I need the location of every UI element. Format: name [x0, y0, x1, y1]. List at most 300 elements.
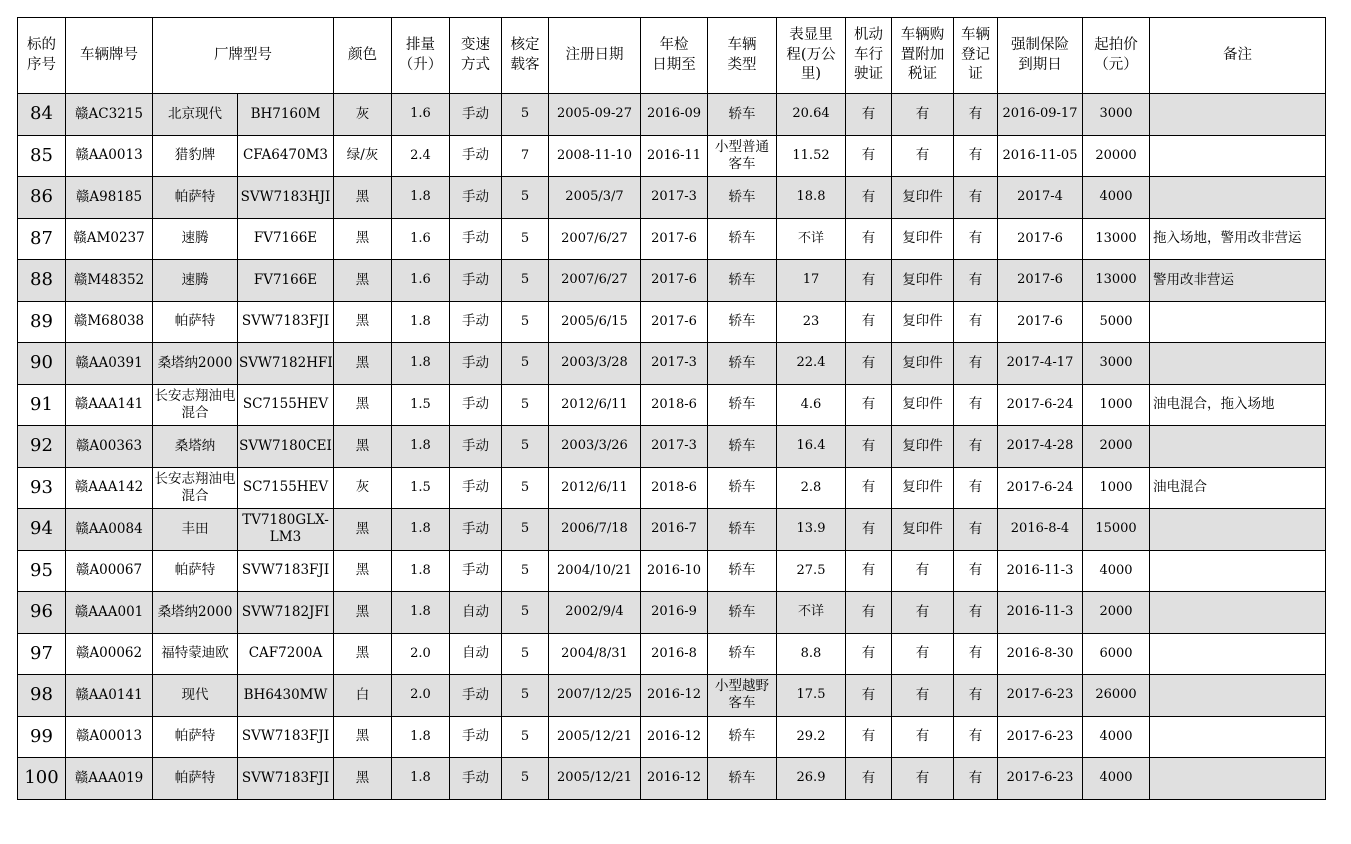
cell-seats: 5: [502, 509, 549, 551]
cell-inspection: 2016-7: [641, 509, 708, 551]
cell-transmission: 手动: [450, 550, 502, 592]
cell-note: [1150, 177, 1326, 219]
header-plate: 车辆牌号: [66, 18, 153, 94]
cell-transmission: 手动: [450, 426, 502, 468]
cell-note: [1150, 301, 1326, 343]
cell-license: 有: [846, 509, 892, 551]
cell-mileage: 27.5: [777, 550, 846, 592]
cell-transmission: 手动: [450, 343, 502, 385]
cell-vehicle-type: 轿车: [708, 343, 777, 385]
cell-model: TV7180GLX-LM3: [238, 509, 334, 551]
cell-plate: 赣A00013: [66, 716, 153, 758]
cell-transmission: 手动: [450, 260, 502, 302]
cell-reg-date: 2007/12/25: [549, 675, 641, 717]
cell-seats: 5: [502, 716, 549, 758]
cell-plate: 赣AAA019: [66, 758, 153, 800]
cell-displacement: 1.8: [392, 177, 450, 219]
cell-mileage: 2.8: [777, 467, 846, 509]
cell-displacement: 1.8: [392, 550, 450, 592]
cell-brand: 帕萨特: [153, 758, 238, 800]
cell-displacement: 1.8: [392, 426, 450, 468]
cell-inspection: 2016-9: [641, 592, 708, 634]
cell-brand: 帕萨特: [153, 716, 238, 758]
table-row: [18, 675, 1326, 717]
header-reg-date: 注册日期: [549, 18, 641, 94]
cell-color: 黑: [334, 592, 392, 634]
cell-license: 有: [846, 343, 892, 385]
cell-seq: 91: [18, 384, 66, 426]
cell-purchase-tax: 复印件: [892, 467, 954, 509]
header-seq: 标的 序号: [18, 18, 66, 94]
cell-brand: 帕萨特: [153, 550, 238, 592]
cell-seq: 97: [18, 633, 66, 675]
cell-seq: 99: [18, 716, 66, 758]
cell-seats: 5: [502, 550, 549, 592]
cell-seq: 86: [18, 177, 66, 219]
cell-start-price: 4000: [1083, 177, 1150, 219]
cell-license: 有: [846, 758, 892, 800]
cell-purchase-tax: 有: [892, 135, 954, 177]
cell-mileage: 17.5: [777, 675, 846, 717]
cell-insurance: 2017-6-24: [998, 467, 1083, 509]
cell-seq: 96: [18, 592, 66, 634]
cell-transmission: 手动: [450, 384, 502, 426]
cell-color: 灰: [334, 467, 392, 509]
cell-plate: 赣AAA142: [66, 467, 153, 509]
cell-insurance: 2016-11-05: [998, 135, 1083, 177]
cell-mileage: 18.8: [777, 177, 846, 219]
cell-seq: 98: [18, 675, 66, 717]
cell-mileage: 23: [777, 301, 846, 343]
cell-note: [1150, 716, 1326, 758]
cell-inspection: 2017-6: [641, 218, 708, 260]
cell-brand: 桑塔纳2000: [153, 592, 238, 634]
table-row: [18, 135, 1326, 177]
cell-license: 有: [846, 384, 892, 426]
table-row: [18, 301, 1326, 343]
cell-mileage: 17: [777, 260, 846, 302]
cell-note: [1150, 94, 1326, 136]
cell-seats: 5: [502, 758, 549, 800]
cell-plate: 赣AAA141: [66, 384, 153, 426]
cell-color: 绿/灰: [334, 135, 392, 177]
cell-mileage: 4.6: [777, 384, 846, 426]
cell-inspection: 2017-6: [641, 260, 708, 302]
cell-purchase-tax: 复印件: [892, 343, 954, 385]
cell-inspection: 2017-6: [641, 301, 708, 343]
cell-reg-date: 2007/6/27: [549, 260, 641, 302]
cell-transmission: 手动: [450, 509, 502, 551]
cell-seats: 5: [502, 467, 549, 509]
cell-reg-date: 2012/6/11: [549, 467, 641, 509]
header-license: 机动 车行 驶证: [846, 18, 892, 94]
cell-model: SVW7183HJI: [238, 177, 334, 219]
cell-reg-date: 2002/9/4: [549, 592, 641, 634]
cell-seats: 5: [502, 301, 549, 343]
cell-inspection: 2016-12: [641, 675, 708, 717]
cell-registration-cert: 有: [954, 301, 998, 343]
cell-plate: 赣AM0237: [66, 218, 153, 260]
cell-reg-date: 2003/3/26: [549, 426, 641, 468]
vehicle-auction-sheet: [17, 17, 1326, 800]
cell-model: SVW7182HFI: [238, 343, 334, 385]
cell-note: [1150, 592, 1326, 634]
cell-model: CFA6470M3: [238, 135, 334, 177]
cell-inspection: 2016-12: [641, 758, 708, 800]
cell-vehicle-type: 轿车: [708, 509, 777, 551]
cell-vehicle-type: 小型普通客车: [708, 135, 777, 177]
cell-brand: 猎豹牌: [153, 135, 238, 177]
header-transmission: 变速 方式: [450, 18, 502, 94]
cell-brand: 福特蒙迪欧: [153, 633, 238, 675]
cell-license: 有: [846, 260, 892, 302]
cell-plate: 赣AC3215: [66, 94, 153, 136]
cell-brand: 帕萨特: [153, 301, 238, 343]
cell-license: 有: [846, 218, 892, 260]
cell-insurance: 2017-6-23: [998, 716, 1083, 758]
cell-start-price: 5000: [1083, 301, 1150, 343]
vehicle-table: [17, 17, 1326, 800]
cell-purchase-tax: 复印件: [892, 509, 954, 551]
cell-insurance: 2017-4: [998, 177, 1083, 219]
cell-vehicle-type: 轿车: [708, 177, 777, 219]
cell-color: 黑: [334, 716, 392, 758]
cell-seats: 5: [502, 260, 549, 302]
cell-plate: 赣AAA001: [66, 592, 153, 634]
cell-start-price: 4000: [1083, 758, 1150, 800]
cell-inspection: 2018-6: [641, 467, 708, 509]
cell-insurance: 2017-6-24: [998, 384, 1083, 426]
cell-color: 黑: [334, 384, 392, 426]
cell-transmission: 手动: [450, 218, 502, 260]
cell-insurance: 2017-6: [998, 301, 1083, 343]
cell-reg-date: 2005/12/21: [549, 758, 641, 800]
header-vehicle-type: 车辆 类型: [708, 18, 777, 94]
cell-mileage: 8.8: [777, 633, 846, 675]
cell-license: 有: [846, 426, 892, 468]
cell-displacement: 1.8: [392, 301, 450, 343]
header-purchase-tax: 车辆购 置附加 税证: [892, 18, 954, 94]
cell-brand: 速腾: [153, 260, 238, 302]
cell-reg-date: 2005/3/7: [549, 177, 641, 219]
cell-reg-date: 2005/6/15: [549, 301, 641, 343]
cell-brand: 现代: [153, 675, 238, 717]
cell-insurance: 2017-4-17: [998, 343, 1083, 385]
cell-inspection: 2016-12: [641, 716, 708, 758]
cell-insurance: 2016-11-3: [998, 550, 1083, 592]
cell-plate: 赣A98185: [66, 177, 153, 219]
table-row: [18, 509, 1326, 551]
cell-purchase-tax: 有: [892, 675, 954, 717]
cell-license: 有: [846, 550, 892, 592]
cell-plate: 赣M48352: [66, 260, 153, 302]
cell-transmission: 手动: [450, 94, 502, 136]
cell-seats: 7: [502, 135, 549, 177]
table-header: [18, 18, 1326, 94]
cell-license: 有: [846, 301, 892, 343]
cell-purchase-tax: 有: [892, 592, 954, 634]
cell-vehicle-type: 轿车: [708, 260, 777, 302]
header-seats: 核定 载客: [502, 18, 549, 94]
cell-note: 油电混合: [1150, 467, 1326, 509]
cell-registration-cert: 有: [954, 426, 998, 468]
cell-inspection: 2018-6: [641, 384, 708, 426]
cell-model: SVW7182JFI: [238, 592, 334, 634]
cell-reg-date: 2005/12/21: [549, 716, 641, 758]
cell-brand: 长安志翔油电混合: [153, 384, 238, 426]
cell-brand: 桑塔纳: [153, 426, 238, 468]
table-row: [18, 94, 1326, 136]
cell-registration-cert: 有: [954, 384, 998, 426]
cell-mileage: 20.64: [777, 94, 846, 136]
cell-displacement: 2.0: [392, 633, 450, 675]
cell-purchase-tax: 复印件: [892, 426, 954, 468]
cell-note: [1150, 426, 1326, 468]
cell-plate: 赣A00363: [66, 426, 153, 468]
header-row: [18, 18, 1326, 94]
header-start-price: 起拍价 （元）: [1083, 18, 1150, 94]
cell-seq: 89: [18, 301, 66, 343]
cell-seats: 5: [502, 675, 549, 717]
cell-license: 有: [846, 135, 892, 177]
cell-displacement: 1.6: [392, 260, 450, 302]
cell-start-price: 1000: [1083, 467, 1150, 509]
cell-model: CAF7200A: [238, 633, 334, 675]
cell-vehicle-type: 轿车: [708, 94, 777, 136]
cell-note: [1150, 633, 1326, 675]
cell-color: 黑: [334, 633, 392, 675]
cell-inspection: 2016-10: [641, 550, 708, 592]
cell-displacement: 1.6: [392, 94, 450, 136]
cell-plate: 赣M68038: [66, 301, 153, 343]
cell-reg-date: 2007/6/27: [549, 218, 641, 260]
cell-note: 警用改非营运: [1150, 260, 1326, 302]
cell-purchase-tax: 有: [892, 94, 954, 136]
cell-registration-cert: 有: [954, 343, 998, 385]
cell-mileage: 不详: [777, 592, 846, 634]
cell-color: 黑: [334, 509, 392, 551]
cell-registration-cert: 有: [954, 218, 998, 260]
cell-insurance: 2016-11-3: [998, 592, 1083, 634]
cell-license: 有: [846, 716, 892, 758]
cell-color: 黑: [334, 343, 392, 385]
cell-license: 有: [846, 467, 892, 509]
cell-vehicle-type: 轿车: [708, 633, 777, 675]
cell-note: [1150, 509, 1326, 551]
cell-start-price: 2000: [1083, 426, 1150, 468]
cell-license: 有: [846, 94, 892, 136]
cell-start-price: 26000: [1083, 675, 1150, 717]
cell-registration-cert: 有: [954, 509, 998, 551]
cell-seq: 93: [18, 467, 66, 509]
cell-reg-date: 2012/6/11: [549, 384, 641, 426]
cell-registration-cert: 有: [954, 633, 998, 675]
cell-vehicle-type: 轿车: [708, 218, 777, 260]
cell-mileage: 13.9: [777, 509, 846, 551]
table-row: [18, 758, 1326, 800]
cell-start-price: 1000: [1083, 384, 1150, 426]
cell-transmission: 手动: [450, 716, 502, 758]
table-row: [18, 716, 1326, 758]
header-note: 备注: [1150, 18, 1326, 94]
cell-reg-date: 2004/10/21: [549, 550, 641, 592]
cell-transmission: 手动: [450, 301, 502, 343]
cell-seq: 95: [18, 550, 66, 592]
cell-start-price: 2000: [1083, 592, 1150, 634]
cell-insurance: 2017-6-23: [998, 675, 1083, 717]
cell-plate: 赣AA0084: [66, 509, 153, 551]
cell-vehicle-type: 轿车: [708, 592, 777, 634]
table-row: [18, 260, 1326, 302]
cell-brand: 桑塔纳2000: [153, 343, 238, 385]
cell-seats: 5: [502, 384, 549, 426]
table-row: [18, 343, 1326, 385]
table-row: [18, 467, 1326, 509]
cell-seats: 5: [502, 633, 549, 675]
header-registration-cert: 车辆 登记 证: [954, 18, 998, 94]
cell-vehicle-type: 轿车: [708, 384, 777, 426]
cell-license: 有: [846, 675, 892, 717]
cell-vehicle-type: 轿车: [708, 550, 777, 592]
cell-registration-cert: 有: [954, 177, 998, 219]
cell-transmission: 自动: [450, 633, 502, 675]
cell-color: 黑: [334, 301, 392, 343]
cell-plate: 赣AA0141: [66, 675, 153, 717]
cell-seats: 5: [502, 218, 549, 260]
cell-mileage: 26.9: [777, 758, 846, 800]
cell-vehicle-type: 轿车: [708, 426, 777, 468]
cell-transmission: 手动: [450, 758, 502, 800]
cell-seq: 94: [18, 509, 66, 551]
cell-start-price: 13000: [1083, 260, 1150, 302]
cell-mileage: 29.2: [777, 716, 846, 758]
cell-vehicle-type: 轿车: [708, 758, 777, 800]
header-mileage: 表显里 程(万公 里): [777, 18, 846, 94]
cell-license: 有: [846, 633, 892, 675]
cell-purchase-tax: 有: [892, 550, 954, 592]
cell-color: 黑: [334, 177, 392, 219]
cell-insurance: 2016-8-30: [998, 633, 1083, 675]
cell-seats: 5: [502, 94, 549, 136]
cell-color: 黑: [334, 550, 392, 592]
cell-registration-cert: 有: [954, 592, 998, 634]
cell-seq: 87: [18, 218, 66, 260]
cell-model: SVW7183FJI: [238, 301, 334, 343]
cell-registration-cert: 有: [954, 675, 998, 717]
cell-model: FV7166E: [238, 218, 334, 260]
cell-displacement: 1.8: [392, 592, 450, 634]
cell-purchase-tax: 复印件: [892, 301, 954, 343]
cell-registration-cert: 有: [954, 260, 998, 302]
cell-seats: 5: [502, 426, 549, 468]
cell-registration-cert: 有: [954, 94, 998, 136]
cell-vehicle-type: 轿车: [708, 716, 777, 758]
header-inspection: 年检 日期至: [641, 18, 708, 94]
cell-start-price: 6000: [1083, 633, 1150, 675]
cell-start-price: 4000: [1083, 550, 1150, 592]
cell-start-price: 3000: [1083, 343, 1150, 385]
cell-plate: 赣A00062: [66, 633, 153, 675]
cell-vehicle-type: 小型越野客车: [708, 675, 777, 717]
cell-start-price: 4000: [1083, 716, 1150, 758]
cell-seq: 92: [18, 426, 66, 468]
header-color: 颜色: [334, 18, 392, 94]
cell-model: SVW7180CEI: [238, 426, 334, 468]
cell-model: BH6430MW: [238, 675, 334, 717]
table-row: [18, 384, 1326, 426]
cell-model: SVW7183FJI: [238, 758, 334, 800]
cell-license: 有: [846, 177, 892, 219]
cell-purchase-tax: 复印件: [892, 260, 954, 302]
cell-reg-date: 2006/7/18: [549, 509, 641, 551]
cell-reg-date: 2003/3/28: [549, 343, 641, 385]
cell-displacement: 2.4: [392, 135, 450, 177]
cell-seq: 88: [18, 260, 66, 302]
table-row: [18, 633, 1326, 675]
cell-registration-cert: 有: [954, 467, 998, 509]
cell-mileage: 不详: [777, 218, 846, 260]
header-displacement: 排量 （升）: [392, 18, 450, 94]
cell-seats: 5: [502, 592, 549, 634]
cell-color: 灰: [334, 94, 392, 136]
cell-seq: 84: [18, 94, 66, 136]
cell-brand: 长安志翔油电混合: [153, 467, 238, 509]
cell-plate: 赣AA0391: [66, 343, 153, 385]
cell-inspection: 2017-3: [641, 177, 708, 219]
cell-insurance: 2016-09-17: [998, 94, 1083, 136]
cell-mileage: 11.52: [777, 135, 846, 177]
cell-vehicle-type: 轿车: [708, 301, 777, 343]
cell-insurance: 2017-6: [998, 218, 1083, 260]
cell-inspection: 2016-11: [641, 135, 708, 177]
cell-purchase-tax: 有: [892, 716, 954, 758]
cell-model: SC7155HEV: [238, 384, 334, 426]
cell-inspection: 2016-09: [641, 94, 708, 136]
cell-displacement: 1.8: [392, 716, 450, 758]
cell-displacement: 1.8: [392, 758, 450, 800]
cell-purchase-tax: 复印件: [892, 384, 954, 426]
cell-seats: 5: [502, 343, 549, 385]
cell-model: SVW7183FJI: [238, 550, 334, 592]
cell-note: [1150, 675, 1326, 717]
cell-mileage: 16.4: [777, 426, 846, 468]
cell-brand: 帕萨特: [153, 177, 238, 219]
cell-purchase-tax: 有: [892, 633, 954, 675]
cell-inspection: 2016-8: [641, 633, 708, 675]
cell-purchase-tax: 复印件: [892, 177, 954, 219]
table-row: [18, 592, 1326, 634]
table-row: [18, 550, 1326, 592]
cell-start-price: 15000: [1083, 509, 1150, 551]
cell-reg-date: 2008-11-10: [549, 135, 641, 177]
cell-note: 油电混合，拖入场地: [1150, 384, 1326, 426]
cell-start-price: 13000: [1083, 218, 1150, 260]
cell-insurance: 2017-4-28: [998, 426, 1083, 468]
cell-insurance: 2017-6-23: [998, 758, 1083, 800]
cell-mileage: 22.4: [777, 343, 846, 385]
cell-inspection: 2017-3: [641, 426, 708, 468]
cell-purchase-tax: 有: [892, 758, 954, 800]
cell-model: FV7166E: [238, 260, 334, 302]
cell-note: [1150, 343, 1326, 385]
cell-vehicle-type: 轿车: [708, 467, 777, 509]
cell-transmission: 手动: [450, 467, 502, 509]
cell-brand: 速腾: [153, 218, 238, 260]
cell-note: [1150, 135, 1326, 177]
cell-registration-cert: 有: [954, 550, 998, 592]
cell-note: [1150, 550, 1326, 592]
cell-transmission: 手动: [450, 675, 502, 717]
